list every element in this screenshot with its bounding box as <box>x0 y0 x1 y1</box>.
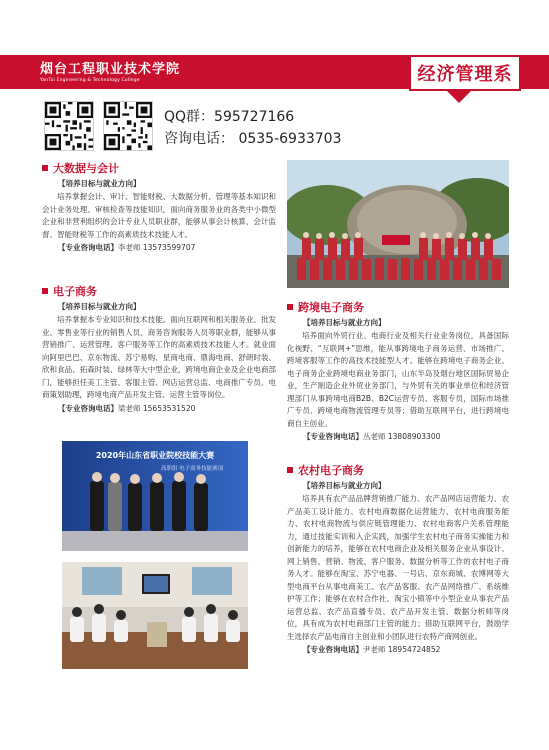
section-title <box>42 160 276 176</box>
contact-value: 梁老师 15653531520 <box>118 403 196 413</box>
section-rural-ecommerce <box>287 462 509 655</box>
competition-banner-text: 2020年山东省职业院校技能大赛 <box>95 451 215 460</box>
section-title <box>287 299 509 315</box>
contact-label: 【专业咨询电话】 <box>58 403 118 413</box>
contact-value: 尹老师 18954724852 <box>363 645 441 654</box>
photo-competition <box>62 441 248 551</box>
section-subtitle: 【培养目标与就业方向】 <box>303 481 386 490</box>
section-title <box>287 462 509 478</box>
qq-group: QQ群：595727166 <box>164 109 295 125</box>
contact-label: 【专业咨询电话】 <box>303 645 363 654</box>
bullet-square-icon <box>287 467 293 473</box>
qr-code-icon <box>104 102 152 150</box>
bullet-square-icon <box>42 288 48 294</box>
section-contact <box>58 403 276 414</box>
section-body: 培养面向外贸行业、电商行业及相关行业业务岗位，具备国际化视野、“互联网+”思维，能从事跨境电子商务运营、市场推广、跨境客服等工作的高技术技能型人才。能够在跨境电子商务企业、电子商务企业跨境电商业务部门，山东半岛及烟台地区国际贸易企业，生产制造企业外贸业务部门，与外贸有关的事业单位和经济管理部门从事跨境电商B2B、B2C运营专员、客服专员，国际市场推广专员、跨境电商物流管理专员等；借助互联网平台，进行跨境电商自主创业。 <box>287 331 509 428</box>
department-title-box <box>409 55 521 91</box>
bullet-square-icon <box>42 165 48 171</box>
section-contact <box>303 644 509 655</box>
section-title-text: 电子商务 <box>53 285 97 298</box>
section-body: 培养具有农产品品牌营销推广能力、农产品网店运营能力、农产品美工设计能力、农村电商数据化运营能力、农村电商服务能力、农村电商物流与供应链管理能力、农村电商客户关系管理能力，通过技能实训和入企实践，加强学生农村电子商务实操能力和创新能力的培养，能够在农村电商企业及相关服务企业从事设计、网上销售、营销、物流、客户服务、数据分析等工作的农村电子商务人才。能够在淘宝、苏宁电器、一号店、京东商城、农博网等大型电商平台从事电商美工、农产品客服、农产品网络推广、系统维护等工作；能够在农村合作社、淘宝小镇等中小型企业从事农产品运营总监、农产品直播专员、农产品开发主管、数据分析师等岗位，具有成为农村电商部门主管的能力；借助互联网平台，鼓励学生选择农产品电商自主创业和小团队进行农特产商网创业。 <box>287 494 509 641</box>
classroom-photo-image <box>62 562 248 669</box>
consult-phone: 咨询电话： 0535-6933703 <box>164 131 342 147</box>
section-contact <box>303 431 509 442</box>
section-title <box>42 283 276 299</box>
qr-code-icon <box>45 102 93 150</box>
section-title-text: 大数据与会计 <box>53 162 119 175</box>
school-logo <box>40 58 180 83</box>
bullet-square-icon <box>287 304 293 310</box>
school-name: 烟台工程职业技术学院 <box>40 62 181 77</box>
qr-code-group <box>103 101 153 151</box>
section-title-text: 农村电子商务 <box>298 464 364 477</box>
section-e-commerce <box>42 283 276 414</box>
department-title: 经济管理系 <box>417 64 513 85</box>
section-title-text: 跨境电子商务 <box>298 301 364 314</box>
section-subtitle: 【培养目标与就业方向】 <box>303 318 386 327</box>
school-name-en: YanTai Engineering & Technology College <box>40 78 140 83</box>
section-subtitle: 【培养目标与就业方向】 <box>58 302 141 311</box>
department-arrow <box>447 91 471 103</box>
group-photo-image <box>287 160 509 288</box>
contact-value: 李老师 13573599707 <box>118 243 196 252</box>
contact-value: 丛老师 13808903300 <box>363 432 441 441</box>
contact-label: 【专业咨询电话】 <box>58 243 118 252</box>
section-subtitle: 【培养目标与就业方向】 <box>58 179 141 188</box>
photo-group-outdoor <box>287 160 509 288</box>
photo-classroom <box>62 562 248 669</box>
qr-code-wechat <box>44 101 94 151</box>
contact-label: 【专业咨询电话】 <box>303 432 363 441</box>
competition-banner-sub: 高职组 电子商务技能赛项 <box>160 466 224 472</box>
competition-photo-image <box>62 441 248 551</box>
section-big-data-accounting <box>42 160 276 253</box>
section-contact <box>58 242 276 253</box>
section-body: 培养掌握会计、审计、智能财税、大数据分析、管理等基本知识和会计业务处理、审核检查等技能知识，面向商务服务业的各类中小微型企业和非营利组织的会计专业人员职业群，能够从事会计核算，会计监督、智能财税等工作的高素质技术技能人才。 <box>42 192 276 239</box>
section-cross-border <box>287 299 509 442</box>
section-body: 培养掌握本专业知识和技术技能。面向互联网和相关服务业、批发业、零售业等行业的销售人员、商务咨询服务人员等职业群，能够从事营销推广、运营管理、客户服务等工作的高素质技术技能人才。就业面向阿里巴巴、京东物流、苏宁易购、星商电商、鼎海电商、舒朗时装、欣和食品、拓森时装、绿林等大中型企业，跨境电商企业及企业电商部门，能够担任美工主管、客服主管、网店运营总监、电商推广专员、电商策划助理，跨境电商产品开发主管、运营主管等岗位。 <box>42 315 276 399</box>
